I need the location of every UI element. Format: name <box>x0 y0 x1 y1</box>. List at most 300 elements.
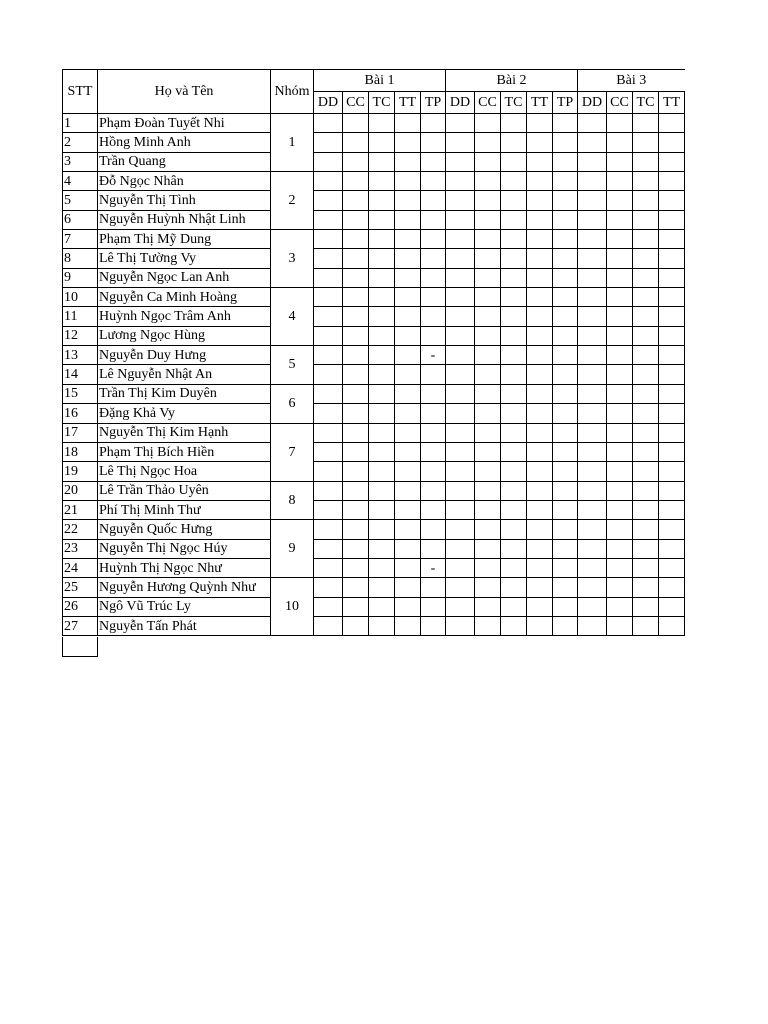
score-cell[interactable] <box>501 249 527 268</box>
score-cell[interactable] <box>395 616 421 635</box>
score-cell[interactable] <box>659 500 685 519</box>
score-cell[interactable] <box>369 365 395 384</box>
score-cell[interactable] <box>607 404 633 423</box>
score-cell[interactable] <box>395 365 421 384</box>
score-cell[interactable] <box>369 230 395 249</box>
score-cell[interactable] <box>553 481 578 500</box>
score-cell[interactable] <box>633 326 659 345</box>
score-cell[interactable] <box>501 442 527 461</box>
score-cell[interactable] <box>369 558 395 577</box>
score-cell[interactable] <box>578 346 607 365</box>
score-cell[interactable] <box>607 558 633 577</box>
score-cell[interactable] <box>501 365 527 384</box>
score-cell[interactable]: - <box>421 346 446 365</box>
score-cell[interactable] <box>343 172 369 191</box>
score-cell[interactable] <box>527 404 553 423</box>
score-cell[interactable] <box>343 500 369 519</box>
score-cell[interactable] <box>446 481 475 500</box>
score-cell[interactable] <box>314 346 343 365</box>
score-cell[interactable] <box>607 539 633 558</box>
score-cell[interactable] <box>314 558 343 577</box>
score-cell[interactable] <box>475 384 501 403</box>
score-cell[interactable] <box>659 616 685 635</box>
score-cell[interactable] <box>395 423 421 442</box>
score-cell[interactable] <box>314 152 343 171</box>
score-cell[interactable] <box>578 114 607 133</box>
score-cell[interactable] <box>395 346 421 365</box>
score-cell[interactable] <box>578 423 607 442</box>
score-cell[interactable] <box>553 307 578 326</box>
score-cell[interactable] <box>421 520 446 539</box>
score-cell[interactable] <box>553 172 578 191</box>
score-cell[interactable] <box>553 365 578 384</box>
score-cell[interactable] <box>607 462 633 481</box>
score-cell[interactable] <box>421 481 446 500</box>
score-cell[interactable] <box>501 114 527 133</box>
score-cell[interactable] <box>553 152 578 171</box>
score-cell[interactable] <box>475 268 501 287</box>
score-cell[interactable] <box>475 500 501 519</box>
score-cell[interactable] <box>395 172 421 191</box>
score-cell[interactable] <box>578 152 607 171</box>
score-cell[interactable] <box>475 133 501 152</box>
score-cell[interactable] <box>475 346 501 365</box>
score-cell[interactable] <box>659 365 685 384</box>
score-cell[interactable] <box>501 326 527 345</box>
score-cell[interactable] <box>578 191 607 210</box>
score-cell[interactable] <box>475 326 501 345</box>
score-cell[interactable] <box>633 442 659 461</box>
score-cell[interactable] <box>501 268 527 287</box>
score-cell[interactable] <box>527 578 553 597</box>
score-cell[interactable] <box>369 384 395 403</box>
score-cell[interactable] <box>343 423 369 442</box>
score-cell[interactable] <box>446 114 475 133</box>
score-cell[interactable] <box>578 133 607 152</box>
score-cell[interactable] <box>527 481 553 500</box>
score-cell[interactable] <box>421 462 446 481</box>
score-cell[interactable] <box>446 307 475 326</box>
score-cell[interactable] <box>395 597 421 616</box>
score-cell[interactable] <box>395 520 421 539</box>
score-cell[interactable] <box>421 384 446 403</box>
score-cell[interactable] <box>369 616 395 635</box>
score-cell[interactable] <box>446 365 475 384</box>
score-cell[interactable] <box>314 365 343 384</box>
score-cell[interactable] <box>633 307 659 326</box>
score-cell[interactable] <box>314 442 343 461</box>
score-cell[interactable] <box>475 172 501 191</box>
score-cell[interactable] <box>369 539 395 558</box>
score-cell[interactable] <box>343 249 369 268</box>
score-cell[interactable] <box>395 249 421 268</box>
score-cell[interactable] <box>607 230 633 249</box>
score-cell[interactable] <box>553 520 578 539</box>
score-cell[interactable] <box>607 249 633 268</box>
score-cell[interactable] <box>553 326 578 345</box>
score-cell[interactable] <box>659 597 685 616</box>
score-cell[interactable] <box>314 288 343 307</box>
score-cell[interactable] <box>578 210 607 229</box>
score-cell[interactable] <box>501 191 527 210</box>
score-cell[interactable] <box>527 326 553 345</box>
score-cell[interactable] <box>314 423 343 442</box>
score-cell[interactable] <box>501 597 527 616</box>
score-cell[interactable] <box>421 230 446 249</box>
score-cell[interactable] <box>527 616 553 635</box>
score-cell[interactable] <box>369 481 395 500</box>
score-cell[interactable] <box>633 597 659 616</box>
score-cell[interactable] <box>343 307 369 326</box>
score-cell[interactable] <box>343 404 369 423</box>
score-cell[interactable] <box>659 384 685 403</box>
score-cell[interactable] <box>501 481 527 500</box>
score-cell[interactable] <box>633 210 659 229</box>
score-cell[interactable] <box>633 481 659 500</box>
score-cell[interactable] <box>314 616 343 635</box>
score-cell[interactable] <box>446 558 475 577</box>
score-cell[interactable] <box>607 384 633 403</box>
score-cell[interactable] <box>633 152 659 171</box>
score-cell[interactable] <box>527 133 553 152</box>
score-cell[interactable] <box>343 133 369 152</box>
score-cell[interactable] <box>659 288 685 307</box>
score-cell[interactable] <box>475 539 501 558</box>
score-cell[interactable] <box>659 326 685 345</box>
score-cell[interactable] <box>527 249 553 268</box>
score-cell[interactable] <box>421 210 446 229</box>
score-cell[interactable] <box>501 307 527 326</box>
score-cell[interactable] <box>446 597 475 616</box>
score-cell[interactable]: - <box>421 558 446 577</box>
score-cell[interactable] <box>578 597 607 616</box>
score-cell[interactable] <box>633 423 659 442</box>
score-cell[interactable] <box>421 172 446 191</box>
score-cell[interactable] <box>314 172 343 191</box>
score-cell[interactable] <box>395 384 421 403</box>
score-cell[interactable] <box>314 462 343 481</box>
score-cell[interactable] <box>314 597 343 616</box>
score-cell[interactable] <box>369 191 395 210</box>
score-cell[interactable] <box>607 133 633 152</box>
score-cell[interactable] <box>659 423 685 442</box>
score-cell[interactable] <box>446 442 475 461</box>
score-cell[interactable] <box>446 152 475 171</box>
score-cell[interactable] <box>314 268 343 287</box>
score-cell[interactable] <box>501 133 527 152</box>
score-cell[interactable] <box>395 578 421 597</box>
score-cell[interactable] <box>369 404 395 423</box>
score-cell[interactable] <box>369 520 395 539</box>
score-cell[interactable] <box>659 210 685 229</box>
score-cell[interactable] <box>553 133 578 152</box>
score-cell[interactable] <box>446 500 475 519</box>
score-cell[interactable] <box>314 520 343 539</box>
score-cell[interactable] <box>553 191 578 210</box>
score-cell[interactable] <box>527 230 553 249</box>
score-cell[interactable] <box>343 346 369 365</box>
score-cell[interactable] <box>553 114 578 133</box>
score-cell[interactable] <box>578 462 607 481</box>
score-cell[interactable] <box>421 423 446 442</box>
score-cell[interactable] <box>527 384 553 403</box>
score-cell[interactable] <box>553 249 578 268</box>
score-cell[interactable] <box>314 539 343 558</box>
score-cell[interactable] <box>659 539 685 558</box>
score-cell[interactable] <box>578 307 607 326</box>
score-cell[interactable] <box>578 268 607 287</box>
score-cell[interactable] <box>343 210 369 229</box>
score-cell[interactable] <box>475 230 501 249</box>
score-cell[interactable] <box>314 404 343 423</box>
score-cell[interactable] <box>475 616 501 635</box>
score-cell[interactable] <box>446 404 475 423</box>
score-cell[interactable] <box>343 578 369 597</box>
score-cell[interactable] <box>343 520 369 539</box>
score-cell[interactable] <box>421 307 446 326</box>
score-cell[interactable] <box>421 268 446 287</box>
score-cell[interactable] <box>501 384 527 403</box>
score-cell[interactable] <box>446 210 475 229</box>
score-cell[interactable] <box>395 481 421 500</box>
score-cell[interactable] <box>369 114 395 133</box>
score-cell[interactable] <box>369 500 395 519</box>
score-cell[interactable] <box>343 288 369 307</box>
score-cell[interactable] <box>446 326 475 345</box>
score-cell[interactable] <box>343 230 369 249</box>
score-cell[interactable] <box>501 500 527 519</box>
score-cell[interactable] <box>343 597 369 616</box>
score-cell[interactable] <box>446 539 475 558</box>
score-cell[interactable] <box>343 365 369 384</box>
score-cell[interactable] <box>343 481 369 500</box>
score-cell[interactable] <box>421 539 446 558</box>
score-cell[interactable] <box>578 249 607 268</box>
score-cell[interactable] <box>446 133 475 152</box>
score-cell[interactable] <box>578 288 607 307</box>
score-cell[interactable] <box>475 365 501 384</box>
score-cell[interactable] <box>553 616 578 635</box>
score-cell[interactable] <box>475 152 501 171</box>
score-cell[interactable] <box>501 230 527 249</box>
score-cell[interactable] <box>343 462 369 481</box>
score-cell[interactable] <box>553 423 578 442</box>
score-cell[interactable] <box>475 307 501 326</box>
score-cell[interactable] <box>553 288 578 307</box>
score-cell[interactable] <box>553 442 578 461</box>
score-cell[interactable] <box>607 210 633 229</box>
score-cell[interactable] <box>501 616 527 635</box>
score-cell[interactable] <box>607 520 633 539</box>
score-cell[interactable] <box>421 152 446 171</box>
score-cell[interactable] <box>343 114 369 133</box>
score-cell[interactable] <box>659 462 685 481</box>
score-cell[interactable] <box>395 268 421 287</box>
score-cell[interactable] <box>421 404 446 423</box>
score-cell[interactable] <box>314 384 343 403</box>
score-cell[interactable] <box>578 326 607 345</box>
score-cell[interactable] <box>607 597 633 616</box>
score-cell[interactable] <box>421 326 446 345</box>
score-cell[interactable] <box>553 597 578 616</box>
score-cell[interactable] <box>475 114 501 133</box>
score-cell[interactable] <box>578 578 607 597</box>
score-cell[interactable] <box>607 423 633 442</box>
score-cell[interactable] <box>446 230 475 249</box>
score-cell[interactable] <box>607 481 633 500</box>
score-cell[interactable] <box>369 268 395 287</box>
score-cell[interactable] <box>369 326 395 345</box>
score-cell[interactable] <box>527 172 553 191</box>
score-cell[interactable] <box>395 539 421 558</box>
score-cell[interactable] <box>475 520 501 539</box>
score-cell[interactable] <box>314 481 343 500</box>
score-cell[interactable] <box>421 500 446 519</box>
score-cell[interactable] <box>369 152 395 171</box>
score-cell[interactable] <box>501 520 527 539</box>
score-cell[interactable] <box>633 133 659 152</box>
score-cell[interactable] <box>421 578 446 597</box>
score-cell[interactable] <box>553 346 578 365</box>
score-cell[interactable] <box>527 558 553 577</box>
score-cell[interactable] <box>395 191 421 210</box>
score-cell[interactable] <box>659 268 685 287</box>
score-cell[interactable] <box>501 558 527 577</box>
score-cell[interactable] <box>659 307 685 326</box>
score-cell[interactable] <box>578 616 607 635</box>
score-cell[interactable] <box>343 384 369 403</box>
score-cell[interactable] <box>369 172 395 191</box>
score-cell[interactable] <box>607 307 633 326</box>
score-cell[interactable] <box>343 191 369 210</box>
score-cell[interactable] <box>527 152 553 171</box>
score-cell[interactable] <box>501 423 527 442</box>
score-cell[interactable] <box>314 249 343 268</box>
score-cell[interactable] <box>553 268 578 287</box>
score-cell[interactable] <box>553 462 578 481</box>
score-cell[interactable] <box>501 172 527 191</box>
score-cell[interactable] <box>395 404 421 423</box>
score-cell[interactable] <box>633 268 659 287</box>
score-cell[interactable] <box>343 442 369 461</box>
score-cell[interactable] <box>343 326 369 345</box>
score-cell[interactable] <box>607 288 633 307</box>
score-cell[interactable] <box>501 404 527 423</box>
score-cell[interactable] <box>369 133 395 152</box>
score-cell[interactable] <box>553 210 578 229</box>
score-cell[interactable] <box>501 210 527 229</box>
score-cell[interactable] <box>314 210 343 229</box>
score-cell[interactable] <box>527 268 553 287</box>
score-cell[interactable] <box>343 616 369 635</box>
score-cell[interactable] <box>446 346 475 365</box>
score-cell[interactable] <box>633 539 659 558</box>
score-cell[interactable] <box>633 616 659 635</box>
score-cell[interactable] <box>527 423 553 442</box>
score-cell[interactable] <box>421 365 446 384</box>
score-cell[interactable] <box>314 114 343 133</box>
score-cell[interactable] <box>475 442 501 461</box>
score-cell[interactable] <box>369 249 395 268</box>
score-cell[interactable] <box>607 268 633 287</box>
score-cell[interactable] <box>395 462 421 481</box>
score-cell[interactable] <box>633 520 659 539</box>
score-cell[interactable] <box>659 346 685 365</box>
score-cell[interactable] <box>659 172 685 191</box>
score-cell[interactable] <box>633 462 659 481</box>
score-cell[interactable] <box>475 210 501 229</box>
score-cell[interactable] <box>633 500 659 519</box>
score-cell[interactable] <box>421 114 446 133</box>
score-cell[interactable] <box>578 539 607 558</box>
score-cell[interactable] <box>659 520 685 539</box>
score-cell[interactable] <box>659 578 685 597</box>
score-cell[interactable] <box>607 365 633 384</box>
empty-stt-cell[interactable] <box>62 637 98 657</box>
score-cell[interactable] <box>659 442 685 461</box>
score-cell[interactable] <box>395 133 421 152</box>
score-cell[interactable] <box>553 539 578 558</box>
score-cell[interactable] <box>578 558 607 577</box>
score-cell[interactable] <box>527 462 553 481</box>
score-cell[interactable] <box>633 191 659 210</box>
score-cell[interactable] <box>578 172 607 191</box>
score-cell[interactable] <box>553 500 578 519</box>
score-cell[interactable] <box>369 346 395 365</box>
score-cell[interactable] <box>446 423 475 442</box>
score-cell[interactable] <box>395 326 421 345</box>
score-cell[interactable] <box>421 616 446 635</box>
score-cell[interactable] <box>314 191 343 210</box>
score-cell[interactable] <box>607 616 633 635</box>
score-cell[interactable] <box>633 249 659 268</box>
score-cell[interactable] <box>475 423 501 442</box>
score-cell[interactable] <box>578 500 607 519</box>
score-cell[interactable] <box>475 404 501 423</box>
score-cell[interactable] <box>314 500 343 519</box>
score-cell[interactable] <box>314 307 343 326</box>
score-cell[interactable] <box>475 558 501 577</box>
score-cell[interactable] <box>607 152 633 171</box>
score-cell[interactable] <box>395 442 421 461</box>
score-cell[interactable] <box>607 326 633 345</box>
score-cell[interactable] <box>343 539 369 558</box>
score-cell[interactable] <box>659 152 685 171</box>
score-cell[interactable] <box>421 249 446 268</box>
score-cell[interactable] <box>446 268 475 287</box>
score-cell[interactable] <box>421 191 446 210</box>
score-cell[interactable] <box>446 578 475 597</box>
score-cell[interactable] <box>527 365 553 384</box>
score-cell[interactable] <box>446 616 475 635</box>
score-cell[interactable] <box>527 500 553 519</box>
score-cell[interactable] <box>369 288 395 307</box>
score-cell[interactable] <box>527 520 553 539</box>
score-cell[interactable] <box>501 152 527 171</box>
score-cell[interactable] <box>395 558 421 577</box>
score-cell[interactable] <box>369 462 395 481</box>
score-cell[interactable] <box>343 268 369 287</box>
score-cell[interactable] <box>421 133 446 152</box>
score-cell[interactable] <box>343 152 369 171</box>
score-cell[interactable] <box>578 365 607 384</box>
score-cell[interactable] <box>395 230 421 249</box>
score-cell[interactable] <box>633 404 659 423</box>
score-cell[interactable] <box>607 346 633 365</box>
score-cell[interactable] <box>343 558 369 577</box>
score-cell[interactable] <box>421 442 446 461</box>
score-cell[interactable] <box>578 404 607 423</box>
